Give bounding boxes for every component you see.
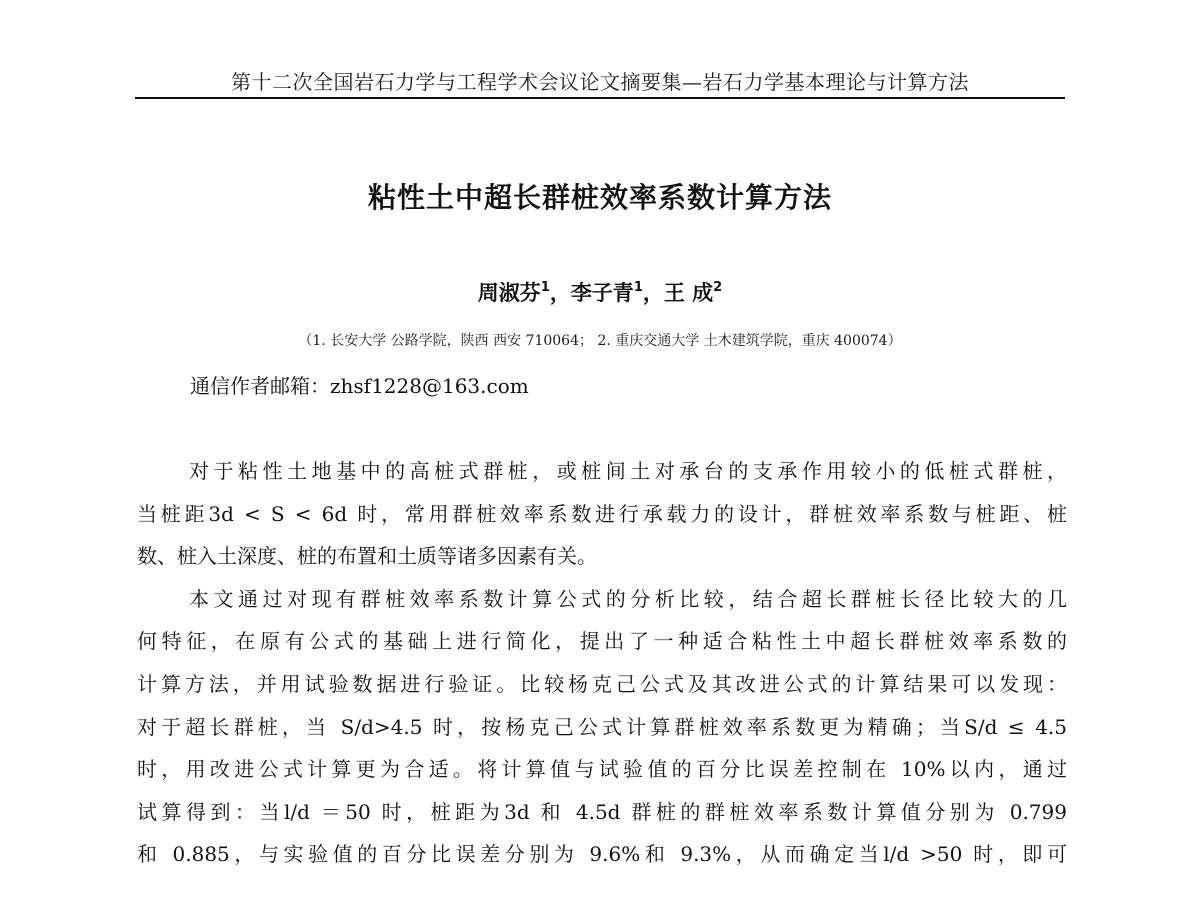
author-affiliation-mark: 1 — [633, 280, 643, 295]
email-label: 通信作者邮箱： — [190, 374, 330, 398]
author-name: 李子青 — [570, 281, 634, 305]
running-head: 第十二次全国岩石力学与工程学术会议论文摘要集—岩石力学基本理论与计算方法 — [231, 70, 969, 94]
author-separator: ， — [642, 281, 664, 305]
abstract-body — [137, 450, 1067, 876]
abstract-line: 本文通过对现有群桩效率系数计算公式的分析比较，结合超长群桩长径比较大的几 — [189, 586, 1067, 611]
author-list — [0, 277, 1200, 307]
affiliation-line: （1. 长安大学 公路学院，陕西 西安 710064； 2. 重庆交通大学 土木建筑学院，重庆 400074） — [298, 333, 902, 349]
email-address: zhsf1228@163.com — [330, 374, 529, 398]
abstract-line: 对于超长群桩，当 S/d>4.5 时，按杨克己公式计算群桩效率系数更为精确；当S/d ≤ 4.5 — [137, 714, 1067, 739]
author-affiliation-mark: 2 — [713, 280, 723, 295]
abstract-line: 何特征，在原有公式的基础上进行简化，提出了一种适合粘性土中超长群桩效率系数的 — [137, 629, 1067, 654]
paper-title: 粘性土中超长群桩效率系数计算方法 — [367, 181, 832, 214]
abstract-line: 试算得到：当l/d ＝50 时，桩距为3d 和 4.5d 群桩的群桩效率系数计算值分别为 0.799 — [137, 799, 1067, 824]
abstract-line: 当桩距3d < S < 6d 时，常用群桩效率系数进行承载力的设计，群桩效率系数与桩距、桩 — [137, 501, 1067, 526]
author-separator: ， — [549, 281, 571, 305]
abstract-line: 时，用改进公式计算更为合适。将计算值与试验值的百分比误差控制在 10%以内，通过 — [137, 757, 1067, 782]
abstract-line: 计算方法，并用试验数据进行验证。比较杨克己公式及其改进公式的计算结果可以发现： — [137, 671, 1067, 696]
corresponding-email — [190, 370, 529, 399]
abstract-line: 数、桩入土深度、桩的布置和土质等诸多因素有关。 — [137, 544, 597, 569]
abstract-line: 对于粘性土地基中的高桩式群桩，或桩间土对承台的支承作用较小的低桩式群桩， — [189, 459, 1067, 483]
author-name: 王 成 — [663, 281, 714, 305]
abstract-line: 和 0.885，与实验值的百分比误差分别为 9.6%和 9.3%，从而确定当l/d >50 时，即可 — [137, 842, 1067, 867]
author-affiliation-mark: 1 — [540, 280, 550, 295]
author-name: 周淑芬 — [477, 281, 541, 305]
header-rule — [135, 97, 1065, 99]
